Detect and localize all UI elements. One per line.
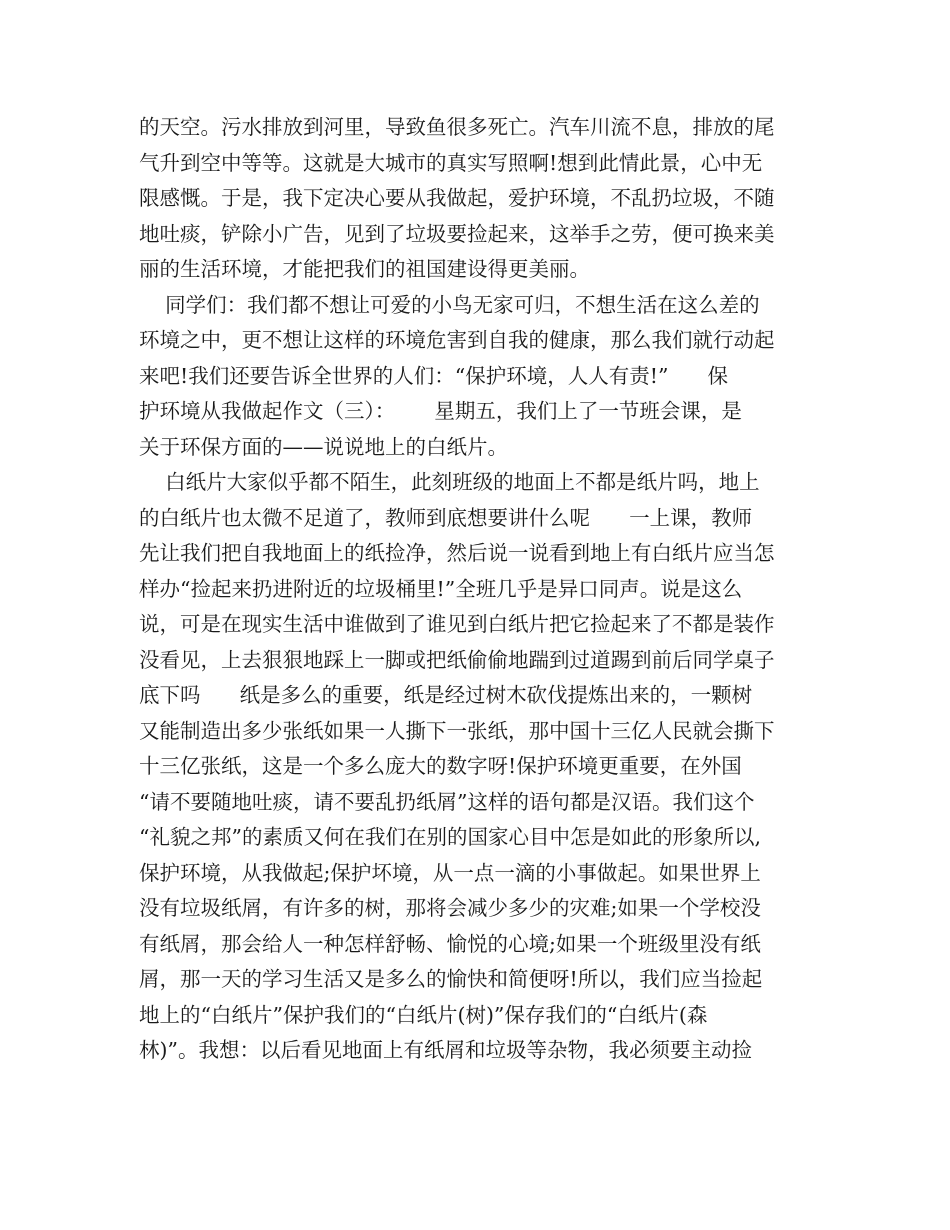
text-line: 保护环境，从我做起;保护坏境，从一点一滴的小事做起。如果世界上 [139, 860, 761, 885]
text-line: 底下吗 纸是多么的重要，纸是经过树木砍伐提炼出来的，一颗树 [139, 683, 753, 707]
text-line: 气升到空中等等。这就是大城市的真实写照啊!想到此情此景，心中无 [139, 150, 763, 175]
text-line: 地上的“白纸片”保护我们的“白纸片(树)”保存我们的“白纸片(森 [139, 1002, 708, 1027]
text-line: 说，可是在现实生活中谁做到了谁见到白纸片把它捡起来了不都是装作 [139, 612, 775, 636]
text-line: 同学们：我们都不想让可爱的小鸟无家可归，不想生活在这么差的 [139, 292, 760, 317]
body-text [139, 110, 819, 1069]
text-line: 白纸片大家似乎都不陌生，此刻班级的地面上不都是纸片吗，地上 [139, 470, 760, 494]
text-line: “礼貌之邦”的素质又何在我们在别的国家心目中怎是如此的形象所以, [139, 825, 761, 849]
text-line: 没看见，上去狠狠地踩上一脚或把纸偷偷地踹到过道踢到前后同学桌子 [139, 647, 775, 672]
text-line: 林)”。我想：以后看见地面上有纸屑和垃圾等杂物，我必须要主动捡 [139, 1038, 752, 1062]
text-line: 关于环保方面的——说说地上的白纸片。 [139, 434, 508, 459]
text-line: 来吧!我们还要告诉全世界的人们：“保护环境，人人有责!” 保 [139, 363, 729, 388]
text-line: 有纸屑，那会给人一种怎样舒畅、愉悦的心境;如果一个班级里没有纸 [139, 931, 761, 956]
text-line: 又能制造出多少张纸如果一人撕下一张纸，那中国十三亿人民就会撕下 [139, 718, 775, 743]
text-line: 地吐痰，铲除小广告，见到了垃圾要捡起来，这举手之劳，便可换来美 [139, 221, 775, 246]
text-line: 样办“捡起来扔进附近的垃圾桶里!”全班几乎是异口同声。说是这么 [139, 576, 743, 601]
text-line: 屑，那一天的学习生活又是多么的愉快和简便呀!所以，我们应当捡起 [139, 967, 763, 991]
text-line: 的白纸片也太微不足道了，教师到底想要讲什么呢 一上课，教师 [139, 505, 753, 530]
text-line: 先让我们把自我地面上的纸捡净，然后说一说看到地上有白纸片应当怎 [139, 541, 775, 565]
text-line: 丽的生活环境，才能把我们的祖国建设得更美丽。 [139, 257, 590, 281]
text-line: 的天空。污水排放到河里，导致鱼很多死亡。汽车川流不息，排放的尾 [139, 115, 775, 139]
text-line: 十三亿张纸，这是一个多么庞大的数字呀!保护环境更重要，在外国 [139, 754, 742, 778]
text-line: 护环境从我做起作文（三）： 星期五，我们上了一节班会课，是 [139, 399, 742, 423]
text-line: 环境之中，更不想让这样的环境危害到自我的健康，那么我们就行动起 [139, 328, 775, 352]
text-line: “请不要随地吐痰，请不要乱扔纸屑”这样的语句都是汉语。我们这个 [139, 789, 755, 814]
text-line: 没有垃圾纸屑，有许多的树，那将会减少多少的灾难;如果一个学校没 [139, 896, 761, 920]
text-line: 限感慨。于是，我下定决心要从我做起，爱护环境，不乱扔垃圾，不随 [139, 186, 775, 210]
